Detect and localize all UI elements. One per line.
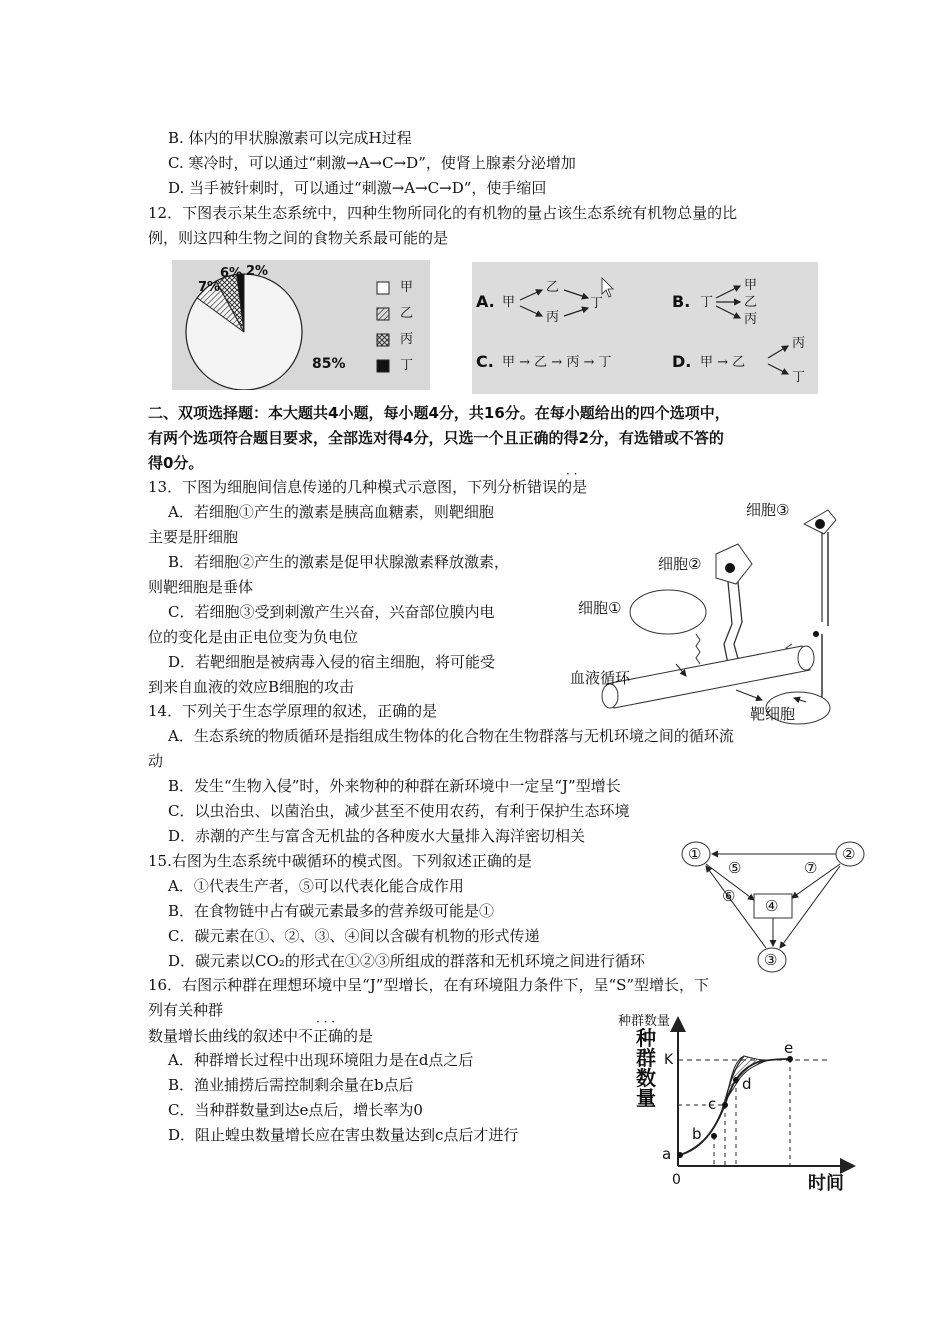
pie-label-85: 85% <box>312 356 346 372</box>
node-3: ③ <box>764 951 778 969</box>
q15-option-a: A．①代表生产者，⑤可以代表化能合成作用 <box>168 877 464 895</box>
pie-label-2: 2% <box>246 264 269 279</box>
q13-option-d2: 到来自血液的效应B细胞的攻击 <box>148 678 355 696</box>
opt-b-node1: 丁 <box>700 295 714 310</box>
q16-option-c: C．当种群数量到达e点后，增长率为0 <box>168 1101 423 1119</box>
q16-option-a: A．种群增长过程中出现环境阻力是在d点之后 <box>168 1051 474 1069</box>
q11-option-d: D. 当手被针刺时，可以通过“刺激→A→C→D”，使手缩回 <box>168 179 547 197</box>
legend-swatch-ding <box>377 360 389 372</box>
point-c <box>722 1102 728 1108</box>
q16-stem-line3: 数量增长曲线的叙述中不正确的是 <box>148 1027 374 1045</box>
q11-option-b: B. 体内的甲状腺激素可以完成H过程 <box>168 129 412 147</box>
section2-line3: 得0分。 <box>148 454 204 472</box>
q13-option-c2: 位的变化是由正电位变为负电位 <box>148 628 359 646</box>
opt-b-node3: 乙 <box>744 295 758 310</box>
q14-option-d: D．赤潮的产生与富含无机盐的各种废水大量排入海洋密切相关 <box>168 827 586 845</box>
point-label-c: c <box>708 1095 717 1113</box>
q14-option-c: C．以虫治虫、以菌治虫，减少甚至不使用农药，有利于保护生态环境 <box>168 802 630 820</box>
q12-options-arrows <box>472 262 818 394</box>
q12-stem-line2: 例，则这四种生物之间的食物关系最可能的是 <box>148 229 449 247</box>
opt-a-node3: 丙 <box>546 310 560 325</box>
opt-d-label: D. <box>672 352 692 371</box>
x-axis-label: 时间 <box>808 1173 844 1194</box>
opt-c-chain: 甲 → 乙 → 丙 → 丁 <box>502 355 612 370</box>
opt-a-node2: 乙 <box>546 280 560 295</box>
opt-a-node4: 丁 <box>590 296 604 311</box>
q13-option-c1: C．若细胞③受到刺激产生兴奋，兴奋部位膜内电 <box>168 603 495 621</box>
y-axis-label-small: 种群数量 <box>618 1014 671 1029</box>
q15-stem: 15.右图为生态系统中碳循环的模式图。下列叙述正确的是 <box>148 852 532 870</box>
opt-d-chain: 甲 → 乙 <box>700 355 746 370</box>
q16-population-growth-graph <box>608 1010 868 1200</box>
label-blood-circulation: 血液循环 <box>570 669 631 687</box>
pie-label-6: 6% <box>220 266 243 281</box>
opt-c-label: C. <box>476 352 494 371</box>
q16-option-d: D．阻止蝗虫数量增长应在害虫数量达到c点后才进行 <box>168 1126 519 1144</box>
k-label: K <box>664 1052 674 1068</box>
point-label-e: e <box>784 1039 794 1057</box>
q13-cell-signal-diagram <box>566 494 856 726</box>
legend-label-yi: 乙 <box>400 306 414 321</box>
q13-option-d1: D．若靶细胞是被病毒入侵的宿主细胞，将可能受 <box>168 653 496 671</box>
opt-d-node4: 丁 <box>792 370 806 385</box>
label-target-cell: 靶细胞 <box>750 705 796 723</box>
point-label-b: b <box>692 1125 702 1143</box>
q13-stem: 13．下图为细胞间信息传递的几种模式示意图，下列分析错误的是 <box>148 478 588 496</box>
q14-option-b: B．发生“生物入侵”时，外来物种的种群在新环境中一定呈“J”型增长 <box>168 777 621 795</box>
node-4: ④ <box>765 897 779 915</box>
q13-option-a1: A．若细胞①产生的激素是胰高血糖素，则靶细胞 <box>168 503 494 521</box>
point-b <box>711 1133 717 1139</box>
opt-a-node1: 甲 <box>502 295 516 310</box>
node-1: ① <box>688 845 702 863</box>
q12-options-figure <box>472 262 818 394</box>
q13-option-b2: 则靶细胞是垂体 <box>148 578 254 596</box>
node-6: ⑥ <box>722 887 736 905</box>
q12-stem-line1: 12．下图表示某生态系统中，四种生物所同化的有机物的量占该生态系统有机物总量的比 <box>148 204 738 222</box>
opt-a-label: A. <box>476 292 495 311</box>
q13-option-b1: B．若细胞②产生的激素是促甲状腺激素释放激素， <box>168 553 510 571</box>
q13-option-a2: 主要是肝细胞 <box>148 528 239 546</box>
q14-stem: 14．下列关于生态学原理的叙述，正确的是 <box>148 702 438 720</box>
node-2: ② <box>842 845 856 863</box>
q16-stem-line2: 列有关种群 <box>148 1001 224 1019</box>
legend-label-jia: 甲 <box>400 280 414 295</box>
point-label-a: a <box>662 1145 672 1163</box>
point-label-d: d <box>742 1075 752 1093</box>
section2-line1: 二、双项选择题：本大题共4小题，每小题4分，共16分。在每小题给出的四个选项中， <box>148 404 730 422</box>
opt-b-label: B. <box>672 292 691 311</box>
legend-swatch-bing <box>377 334 389 346</box>
opt-b-node2: 甲 <box>744 278 758 293</box>
q11-option-c: C. 寒冷时，可以通过“刺激→A→C→D”，使肾上腺素分泌增加 <box>168 154 576 172</box>
emphasis-dots-q16: · · · <box>316 1015 336 1029</box>
opt-d-node3: 丙 <box>792 336 806 351</box>
q14-option-a2: 动 <box>148 752 164 770</box>
q15-option-c: C．碳元素在①、②、③、④间以含碳有机物的形式传递 <box>168 927 540 945</box>
q16-option-b: B．渔业捕捞后需控制剩余量在b点后 <box>168 1076 414 1094</box>
emphasis-dots: · · <box>566 467 578 481</box>
legend-swatch-yi <box>377 308 389 320</box>
label-cell3: 细胞③ <box>746 501 790 519</box>
node-5: ⑤ <box>728 859 742 877</box>
legend-label-bing: 丙 <box>400 332 414 347</box>
label-cell2: 细胞② <box>658 555 702 573</box>
opt-b-node4: 丙 <box>744 312 758 327</box>
origin-label: 0 <box>672 1172 681 1188</box>
y-axis-label-big: 种群数量 <box>636 1026 656 1110</box>
q15-option-b: B．在食物链中占有碳元素最多的营养级可能是① <box>168 902 495 920</box>
section2-line2: 有两个选项符合题目要求，全部选对得4分，只选一个且正确的得2分，有选错或不答的 <box>148 429 724 447</box>
node-7: ⑦ <box>804 859 818 877</box>
q15-carbon-cycle-diagram <box>676 838 872 974</box>
q16-stem-line1: 16．右图示种群在理想环境中呈“J”型增长，在有环境阻力条件下，呈“S”型增长，下 <box>148 976 710 994</box>
pie-label-7: 7% <box>198 280 221 295</box>
point-d <box>733 1077 739 1083</box>
q14-option-a1: A．生态系统的物质循环是指组成生物体的化合物在生物群落与无机环境之间的循环流 <box>168 727 734 745</box>
legend-swatch-jia <box>377 282 389 294</box>
q15-option-d: D．碳元素以CO₂的形式在①②③所组成的群落和无机环境之间进行循环 <box>168 952 645 970</box>
label-cell1: 细胞① <box>578 599 622 617</box>
q12-pie-figure <box>172 260 430 390</box>
legend-label-ding: 丁 <box>400 358 414 373</box>
point-a <box>677 1152 683 1158</box>
